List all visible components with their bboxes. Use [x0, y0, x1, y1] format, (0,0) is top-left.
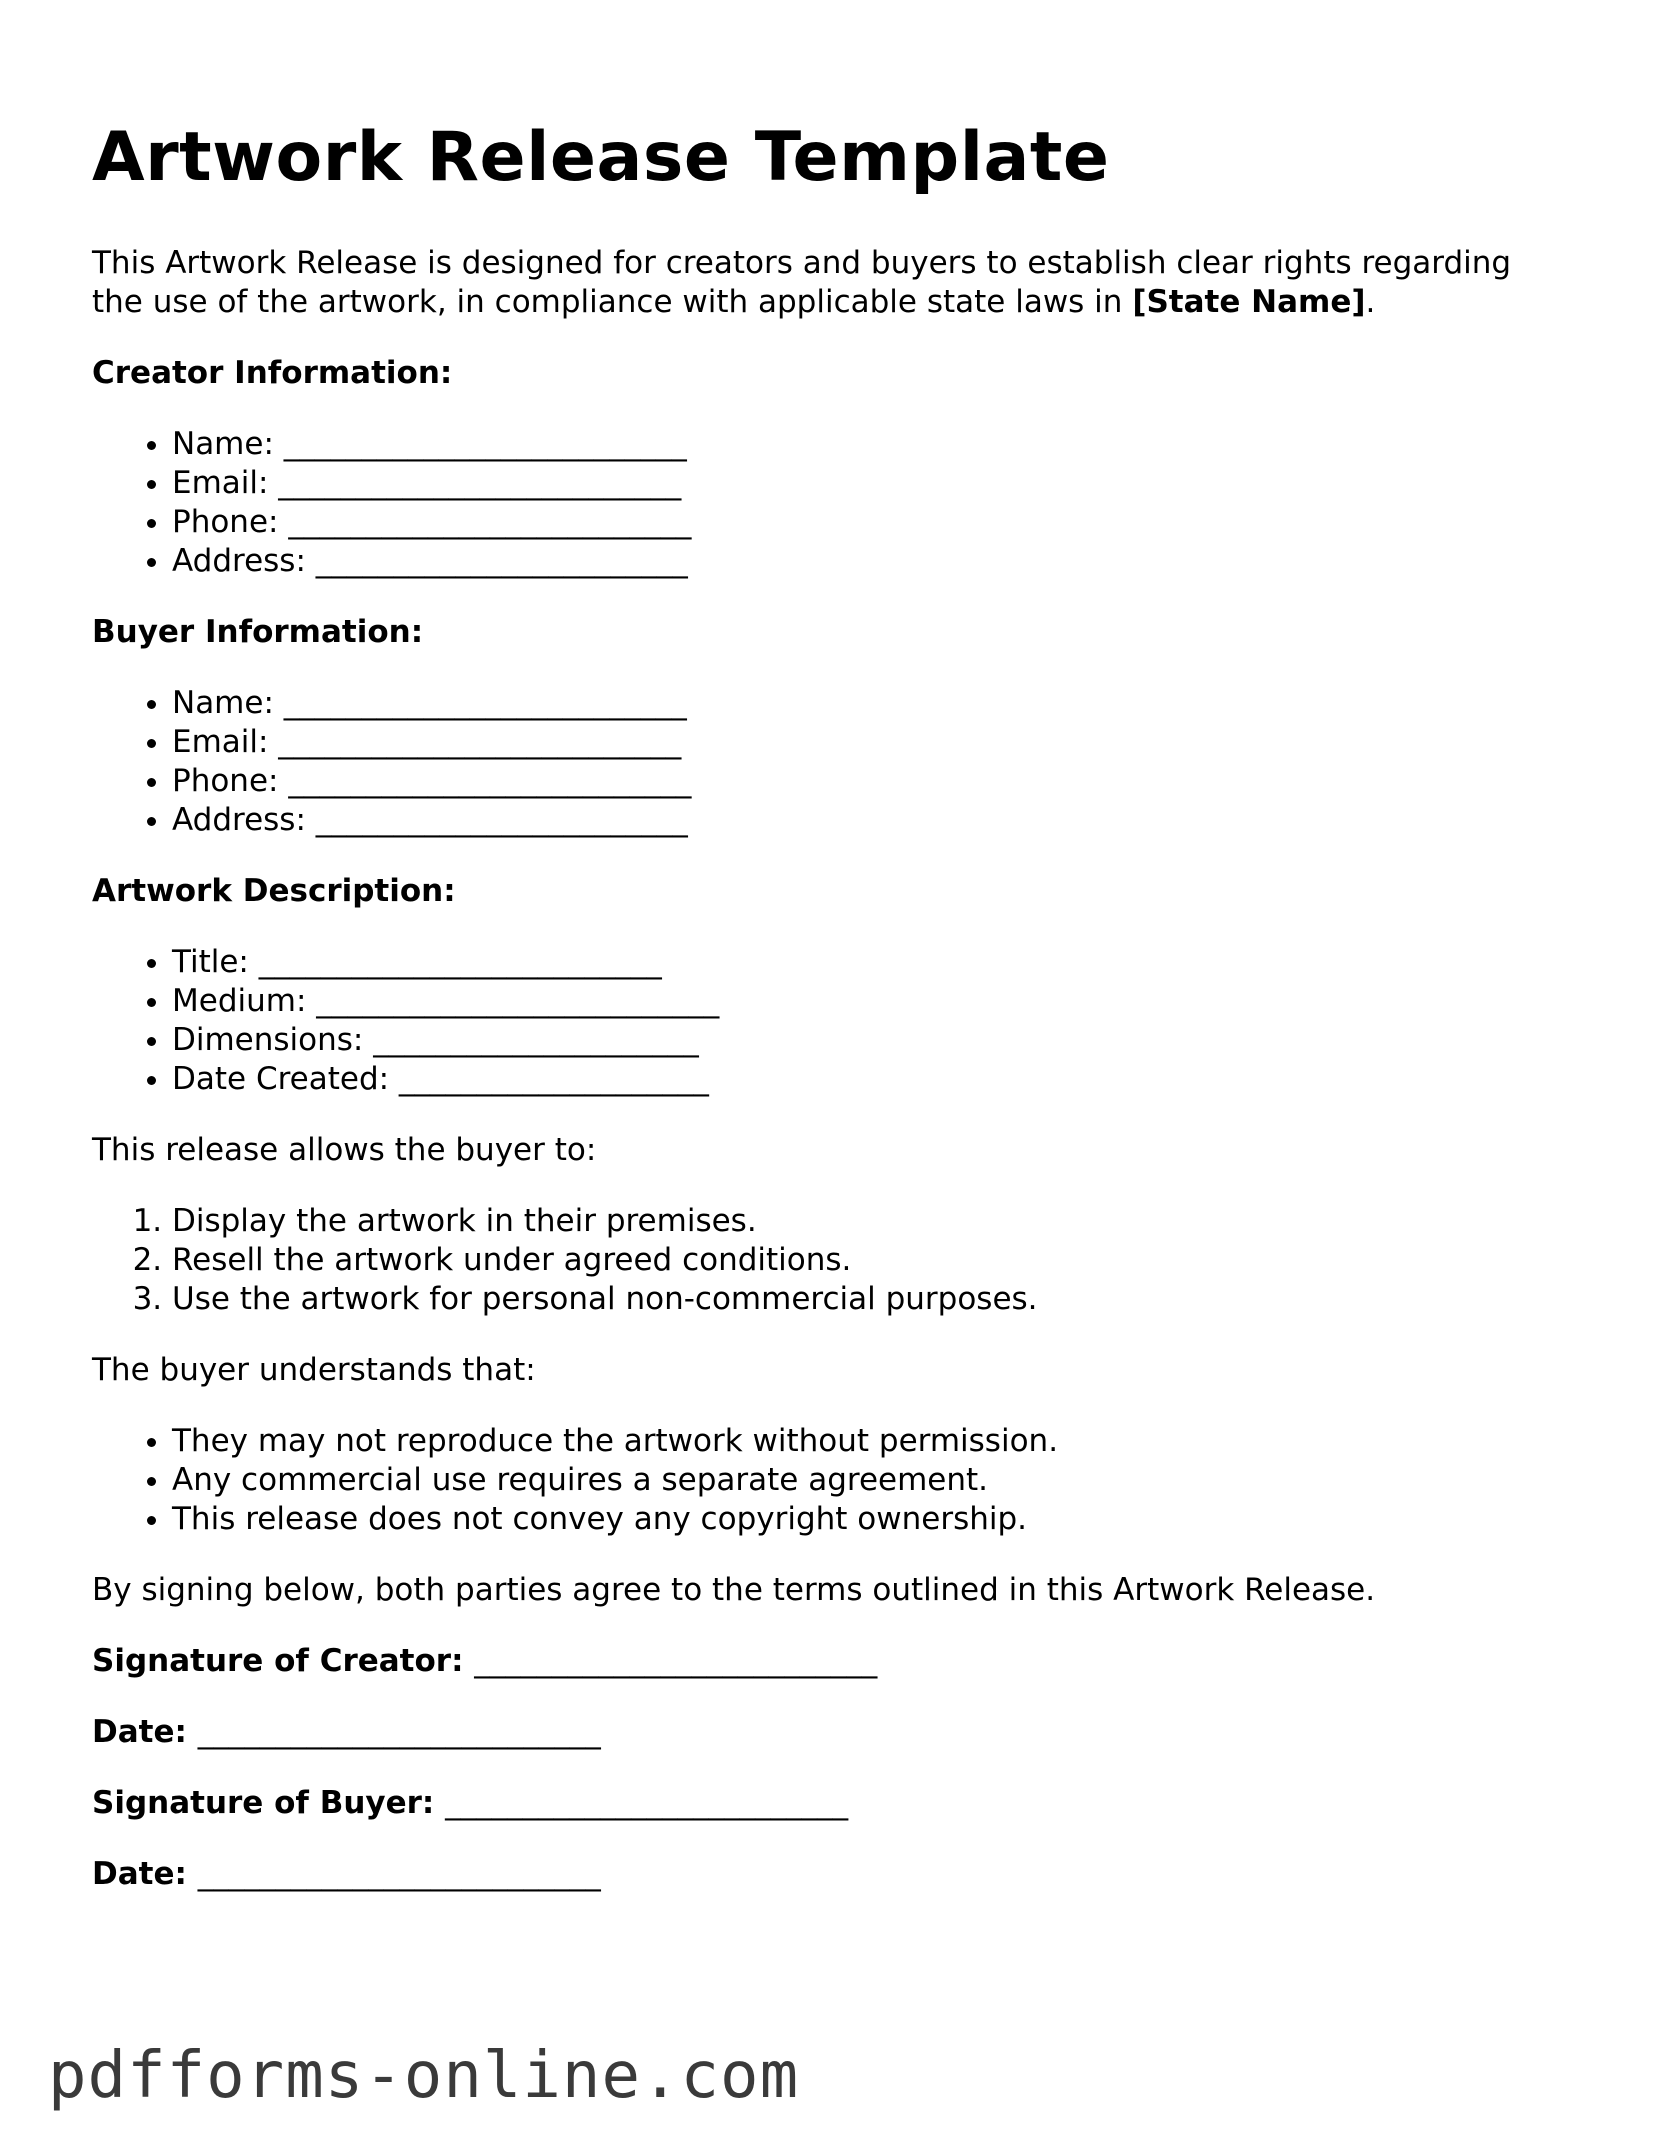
creator-address-field[interactable]: • Address: ________________________: [172, 542, 1572, 581]
buyer-signature-label: Signature of Buyer:: [92, 1785, 435, 1821]
creator-email-field[interactable]: • Email: __________________________: [172, 464, 1572, 503]
buyer-date-blank[interactable]: __________________________: [197, 1856, 601, 1892]
artwork-heading: Artwork Description:: [92, 873, 456, 909]
site-watermark: pdfforms-online.com: [48, 2039, 800, 2113]
buyer-date-label: Date:: [92, 1856, 187, 1892]
understands-intro: The buyer understands that:: [92, 1352, 536, 1388]
agreement-statement: By signing below, both parties agree to the terms outlined in this Artwork Release.: [92, 1572, 1376, 1608]
buyer-date-line[interactable]: [92, 1855, 1572, 1894]
allows-list: [92, 1202, 1572, 1319]
allows-item: 3. Use the artwork for personal non-commercial purposes.: [172, 1280, 1572, 1319]
creator-date-label: Date:: [92, 1714, 187, 1750]
understands-item: • This release does not convey any copyright ownership.: [172, 1500, 1572, 1539]
creator-fields-list: [92, 425, 1572, 581]
creator-signature-label: Signature of Creator:: [92, 1643, 464, 1679]
buyer-signature-blank[interactable]: __________________________: [445, 1785, 849, 1821]
buyer-name-field[interactable]: • Name: __________________________: [172, 684, 1572, 723]
creator-name-field[interactable]: • Name: __________________________: [172, 425, 1572, 464]
artwork-dimensions-field[interactable]: • Dimensions: _____________________: [172, 1021, 1572, 1060]
creator-signature-blank[interactable]: __________________________: [474, 1643, 878, 1679]
understands-item: • They may not reproduce the artwork without permission.: [172, 1422, 1572, 1461]
allows-item: 2. Resell the artwork under agreed conditions.: [172, 1241, 1572, 1280]
page-title: Artwork Release Template: [92, 118, 1110, 197]
creator-phone-field[interactable]: • Phone: __________________________: [172, 503, 1572, 542]
creator-signature-line[interactable]: [92, 1642, 1572, 1681]
artwork-medium-field[interactable]: • Medium: __________________________: [172, 982, 1572, 1021]
buyer-signature-line[interactable]: [92, 1784, 1572, 1823]
buyer-email-field[interactable]: • Email: __________________________: [172, 723, 1572, 762]
creator-heading: Creator Information:: [92, 355, 453, 391]
state-name-placeholder: [State Name]: [1132, 284, 1366, 320]
intro-text: This Artwork Release is designed for creators and buyers to establish clear rights regarding the use of the artwork, in compliance with applicable state laws in: [92, 245, 1512, 320]
artwork-title-field[interactable]: • Title: __________________________: [172, 943, 1572, 982]
intro-end: .: [1365, 284, 1376, 320]
allows-item: 1. Display the artwork in their premises.: [172, 1202, 1572, 1241]
understands-item: • Any commercial use requires a separate agreement.: [172, 1461, 1572, 1500]
allows-intro: This release allows the buyer to:: [92, 1132, 597, 1168]
buyer-fields-list: [92, 684, 1572, 840]
document-page: [92, 118, 1572, 1926]
artwork-fields-list: [92, 943, 1572, 1099]
creator-date-blank[interactable]: __________________________: [197, 1714, 601, 1750]
buyer-address-field[interactable]: • Address: ________________________: [172, 801, 1572, 840]
intro-paragraph: [92, 244, 1512, 322]
understands-list: [92, 1422, 1572, 1539]
buyer-heading: Buyer Information:: [92, 614, 424, 650]
creator-date-line[interactable]: [92, 1713, 1572, 1752]
buyer-phone-field[interactable]: • Phone: __________________________: [172, 762, 1572, 801]
artwork-date-created-field[interactable]: • Date Created: ____________________: [172, 1060, 1572, 1099]
